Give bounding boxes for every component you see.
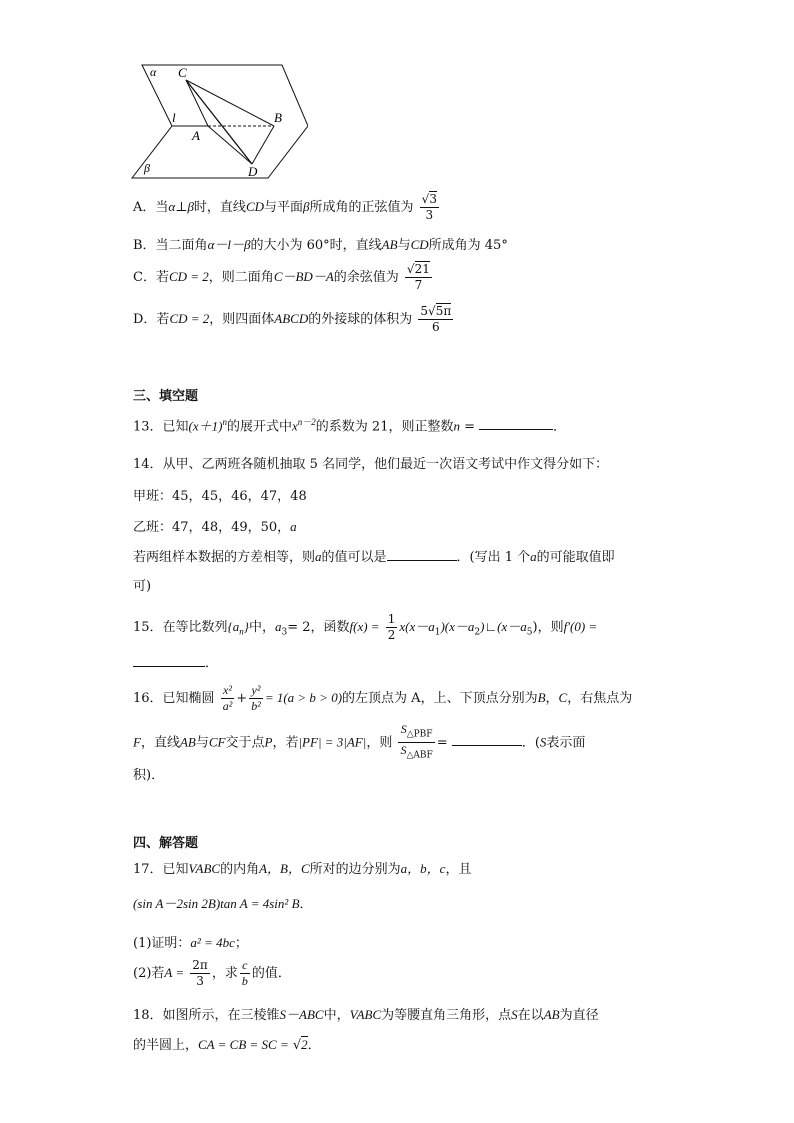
question-14-line-3: 乙班：47，48，49，50，a (133, 519, 297, 535)
question-16-line-2: F，直线AB与CF交于点P，若|PF| = 3|AF|，则 $\frac{S_{\triangle PBF}}{S_{\triangle ABF}}$ = ．(S表示面 (133, 722, 585, 764)
fraction-area-ratio: $\frac{S_{\triangle PBF}}{S_{\triangle ABF}}$ (400, 722, 433, 761)
segment-BD (252, 126, 274, 164)
question-18: 18．如图所示，在三棱锥S－ABC中，VABC为等腰直角三角形，点S在以AB为直径 (133, 1007, 599, 1023)
option-c: C．若CD = 2，则二面角C－BD－A的余弦值为 $\frac{√21}{7}$ (133, 262, 430, 292)
option-d: D．若CD = 2，则四面体ABCD的外接球的体积为 $\frac{5√5\pi}{6}$ (133, 304, 452, 334)
fraction-c-over-b: $\frac{c}{b}$ (241, 958, 248, 988)
label-l: l (172, 110, 176, 125)
fraction-sqrt3-over-3: $\frac{√3}{3}$ (421, 192, 437, 222)
fraction-volume: $\frac{5√5\pi}{6}$ (420, 304, 452, 334)
question-14-line-5: 可) (133, 579, 152, 594)
plane-beta (132, 126, 308, 178)
segment-CB (186, 80, 274, 126)
plane-alpha (142, 65, 308, 126)
fraction-x2-a2: $\frac{\text{x²}}{\text{a²}}$ (222, 683, 233, 713)
label-A: A (192, 128, 200, 143)
answer-blank-15[interactable] (133, 666, 205, 667)
label-beta: β (144, 161, 150, 175)
label-C: C (178, 65, 187, 80)
question-17: 17．已知VABC的内角A，B，C所对的边分别为a，b，c，且 (133, 861, 472, 877)
question-16-line-3: 积)． (133, 768, 165, 783)
section-title-answers: 四、解答题 (133, 836, 199, 851)
question-14-line-4: 若两组样本数据的方差相等，则a的值可以是 ．(写出 1 个a的可能取值即 (133, 549, 615, 565)
question-17-equation: (sin A－2sin 2B)tan A = 4sin² B． (133, 896, 313, 912)
label-D: D (248, 164, 258, 179)
option-b: B．当二面角α－l－β的大小为 60°时，直线AB与CD所成角为 45° (133, 237, 508, 253)
fraction-sqrt21-over-7: $\frac{√21}{7}$ (406, 262, 430, 292)
question-18-line-2: 的半圆上，CA = CB = SC = √2． (133, 1037, 321, 1053)
segment-AD (208, 126, 252, 164)
segment-CD (186, 80, 252, 164)
fraction-2pi-over-3: $\frac{2\pi}{3}$ (192, 958, 208, 988)
answer-blank-16[interactable] (452, 745, 522, 746)
question-17-part-1: (1)证明：a² = 4bc； (133, 935, 248, 951)
label-alpha: α (150, 65, 157, 79)
question-16: 16．已知椭圆 $\frac{\text{x²}}{\text{a²}}$ + $\frac{\text{y²}}{\text{b²}}$ = 1(a > b > 0)的左顶点为 A，上、下顶点分别为B，C，右焦点为 (133, 683, 633, 713)
question-13: 13．已知$(x+1)^n$的展开式中$x^{n-2}$的系数为 21，则正整数n = ． (133, 417, 567, 435)
answer-blank-14[interactable] (387, 560, 457, 561)
answer-blank-13[interactable] (479, 429, 553, 430)
question-17-part-2: (2)若A = $\frac{2\pi}{3}$ ，求 $\frac{c}{b}$ 的值． (133, 958, 291, 988)
option-a: A．当α⊥β时，直线CD与平面β所成角的正弦值为 $\frac{√3}{3}$ (133, 192, 437, 222)
question-15-line-2: ． (133, 652, 218, 671)
fraction-y2-b2: $\frac{\text{y²}}{\text{b²}}$ (251, 683, 261, 713)
question-15: 15．在等比数列$\{a_n\}$中，$a_3= 2$，函数f(x) = $\frac{1}{2}$ $x(x-a_1)(x-a_2)∟(x-a_5)$，则f′(0) = (133, 612, 598, 642)
geometry-figure (128, 60, 308, 185)
label-B: B (274, 110, 282, 125)
question-14-line-1: 14．从甲、乙两班各随机抽取 5 名同学，他们最近一次语文考试中作文得分如下： (133, 457, 609, 472)
section-title-fill-in: 三、填空题 (133, 389, 199, 404)
question-14-line-2: 甲班：45，45，46，47，48 (133, 489, 307, 504)
fraction-one-half: $\frac{1}{2}$ (387, 612, 396, 642)
